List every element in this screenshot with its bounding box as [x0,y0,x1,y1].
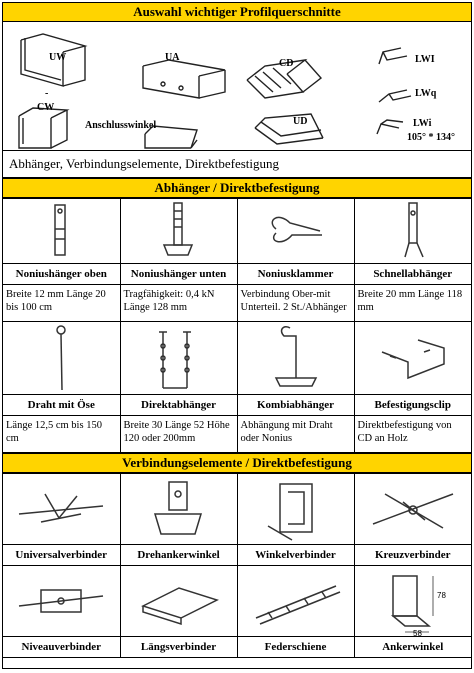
name-noniusklammer: Noniusklammer [257,268,334,280]
ud-label: UD [293,116,308,127]
name-niveauverbinder: Niveauverbinder [21,641,101,653]
universalverbinder-drawing [11,474,111,544]
draht-mit-oese-drawing [31,322,91,394]
verbindungselemente-table [3,473,471,658]
table-row [3,199,471,264]
table-row [3,285,471,322]
desc-schnellabhaenger: Breite 20 mm Länge 118 mm [357,289,463,313]
federschiene-drawing [246,566,346,636]
cw-label: CW [37,102,55,113]
header-title: Auswahl wichtiger Profilquerschnitte [3,3,471,22]
name-schnellabhaenger: Schnellabhänger [373,268,453,280]
name-drehankerwinkel: Drehankerwinkel [137,549,220,561]
angle-label: 105° * 134° [407,132,455,143]
name-noniushaenger-oben: Noniushänger oben [15,268,107,280]
datasheet [2,2,472,669]
ua-label: UA [165,52,180,63]
desc-draht-mit-oese: Länge 12,5 cm bis 150 cm [6,420,102,444]
kombiabhaenger-drawing [256,322,336,394]
noniushaenger-oben-drawing [31,199,91,263]
intro-text: Abhänger, Verbindungselemente, Direktbefestigung [3,151,471,178]
cw-profile-drawing [19,108,67,148]
table-row [3,395,471,416]
name-kreuzverbinder: Kreuzverbinder [374,549,451,561]
ankerwinkel-dim2: 58 [412,629,422,636]
lwq-label: LWq [415,88,437,99]
schnellabhaenger-drawing [383,199,443,263]
name-kombiabhaenger: Kombiabhänger [256,399,334,411]
niveauverbinder-drawing [11,566,111,636]
noniushaenger-unten-drawing [144,199,214,263]
name-federschiene: Federschiene [264,641,327,653]
noniusklammer-drawing [256,199,336,263]
befestigungsclip-drawing [368,322,458,394]
uw-dash: - [45,88,49,99]
drehankerwinkel-drawing [129,474,229,544]
winkelverbinder-drawing [246,474,346,544]
table-row [3,416,471,453]
name-ankerwinkel: Ankerwinkel [382,641,444,653]
lwi-label: LWI [415,54,435,65]
profile-section [3,22,471,151]
name-direktabhaenger: Direktabhänger [141,399,216,411]
desc-direktabhaenger: Breite 30 Länge 52 Höhe 120 oder 200mm [123,420,230,444]
profile-drawings [3,22,471,150]
uw-label: UW [49,52,67,63]
table-row [3,545,471,566]
section-abhaenger-title: Abhänger / Direktbefestigung [3,178,471,198]
name-laengsverbinder: Längsverbinder [140,641,217,653]
direktabhaenger-drawing [139,322,219,394]
name-universalverbinder: Universalverbinder [15,549,108,561]
lwi-profile-drawing [377,48,411,134]
desc-befestigungsclip: Direktbefestigung von CD an Holz [357,420,452,444]
section-verbindungselemente-title: Verbindungselemente / Direktbefestigung [3,453,471,473]
name-draht-mit-oese: Draht mit Öse [27,399,95,411]
ud-profile-drawing [255,114,323,144]
desc-noniushaenger-unten: Tragfähigkeit: 0,4 kN Länge 128 mm [123,289,215,313]
table-row [3,637,471,658]
cd-label: CD [279,58,294,69]
name-befestigungsclip: Befestigungsclip [374,399,451,411]
desc-noniushaenger-oben: Breite 12 mm Länge 20 bis 100 cm [6,289,106,313]
table-row [3,322,471,395]
laengsverbinder-drawing [129,566,229,636]
table-row [3,566,471,637]
kreuzverbinder-drawing [363,474,463,544]
desc-noniusklammer: Verbindung Ober-mit Unterteil. 2 St./Abhänger [240,289,347,313]
anschlusswinkel-label: Anschlusswinkel [85,120,157,131]
desc-kombiabhaenger: Abhängung mit Draht oder Nonius [240,420,333,444]
table-row [3,264,471,285]
table-row [3,474,471,545]
abhaenger-table [3,198,471,453]
name-winkelverbinder: Winkelverbinder [255,549,336,561]
ua-profile-drawing [143,60,225,98]
ankerwinkel-drawing [363,566,463,636]
name-noniushaenger-unten: Noniushänger unten [130,268,227,280]
lwi2-label: LWi [413,118,432,129]
ankerwinkel-dim1: 78 [436,591,446,600]
